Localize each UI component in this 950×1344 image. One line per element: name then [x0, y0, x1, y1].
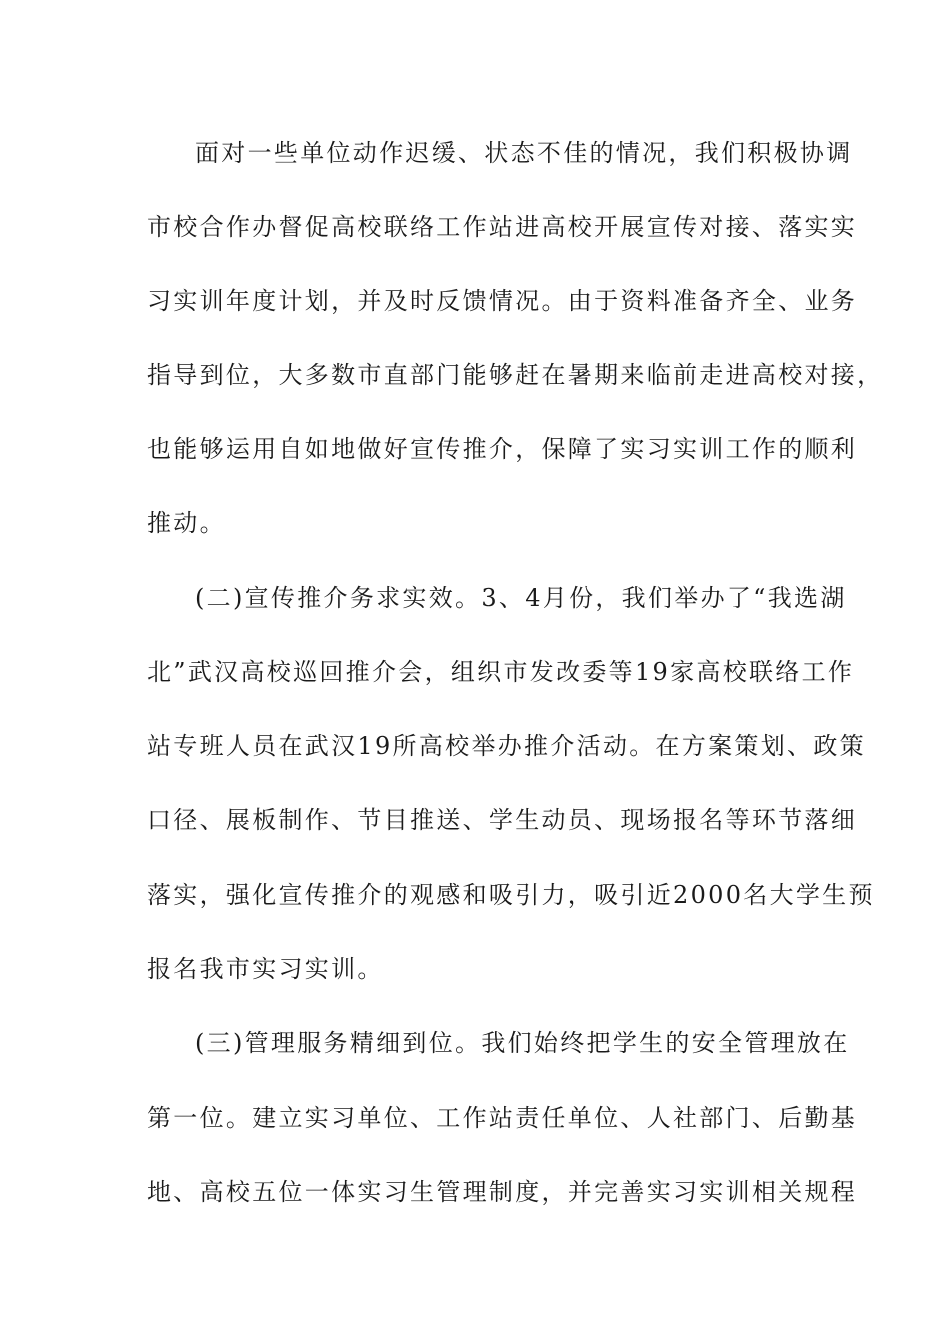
paragraph-3-line-2: 第一位。建立实习单位、工作站责任单位、人社部门、后勤基 [147, 1104, 858, 1132]
paragraph-1-line-4: 指导到位，大多数市直部门能够赶在暑期来临前走进高校对接， [147, 361, 884, 389]
paragraph-3-line-3: 地、高校五位一体实习生管理制度，并完善实习实训相关规程 [147, 1178, 858, 1206]
paragraph-2-line-4: 口径、展板制作、节目推送、学生动员、现场报名等环节落细 [147, 806, 858, 834]
paragraph-1-line-3: 习实训年度计划，并及时反馈情况。由于资料准备齐全、业务 [147, 287, 858, 315]
paragraph-2-line-2: 北”武汉高校巡回推介会，组织市发改委等19家高校联络工作 [147, 658, 855, 686]
paragraph-1-line-6: 推动。 [147, 509, 226, 537]
paragraph-2-line-5: 落实，强化宣传推介的观感和吸引力，吸引近2000名大学生预 [147, 881, 875, 909]
paragraph-3-line-1: (三)管理服务精细到位。我们始终把学生的安全管理放在 [195, 1029, 850, 1057]
paragraph-2-line-1: (二)宣传推介务求实效。3、4月份，我们举办了“我选湖 [195, 584, 847, 612]
paragraph-2-line-6: 报名我市实习实训。 [147, 955, 384, 983]
paragraph-2-line-3: 站专班人员在武汉19所高校举办推介活动。在方案策划、政策 [147, 732, 866, 760]
paragraph-1-line-1: 面对一些单位动作迟缓、状态不佳的情况，我们积极协调 [195, 139, 853, 167]
paragraph-1-line-2: 市校合作办督促高校联络工作站进高校开展宣传对接、落实实 [147, 213, 858, 241]
paragraph-1-line-5: 也能够运用自如地做好宣传推介，保障了实习实训工作的顺利 [147, 435, 858, 463]
